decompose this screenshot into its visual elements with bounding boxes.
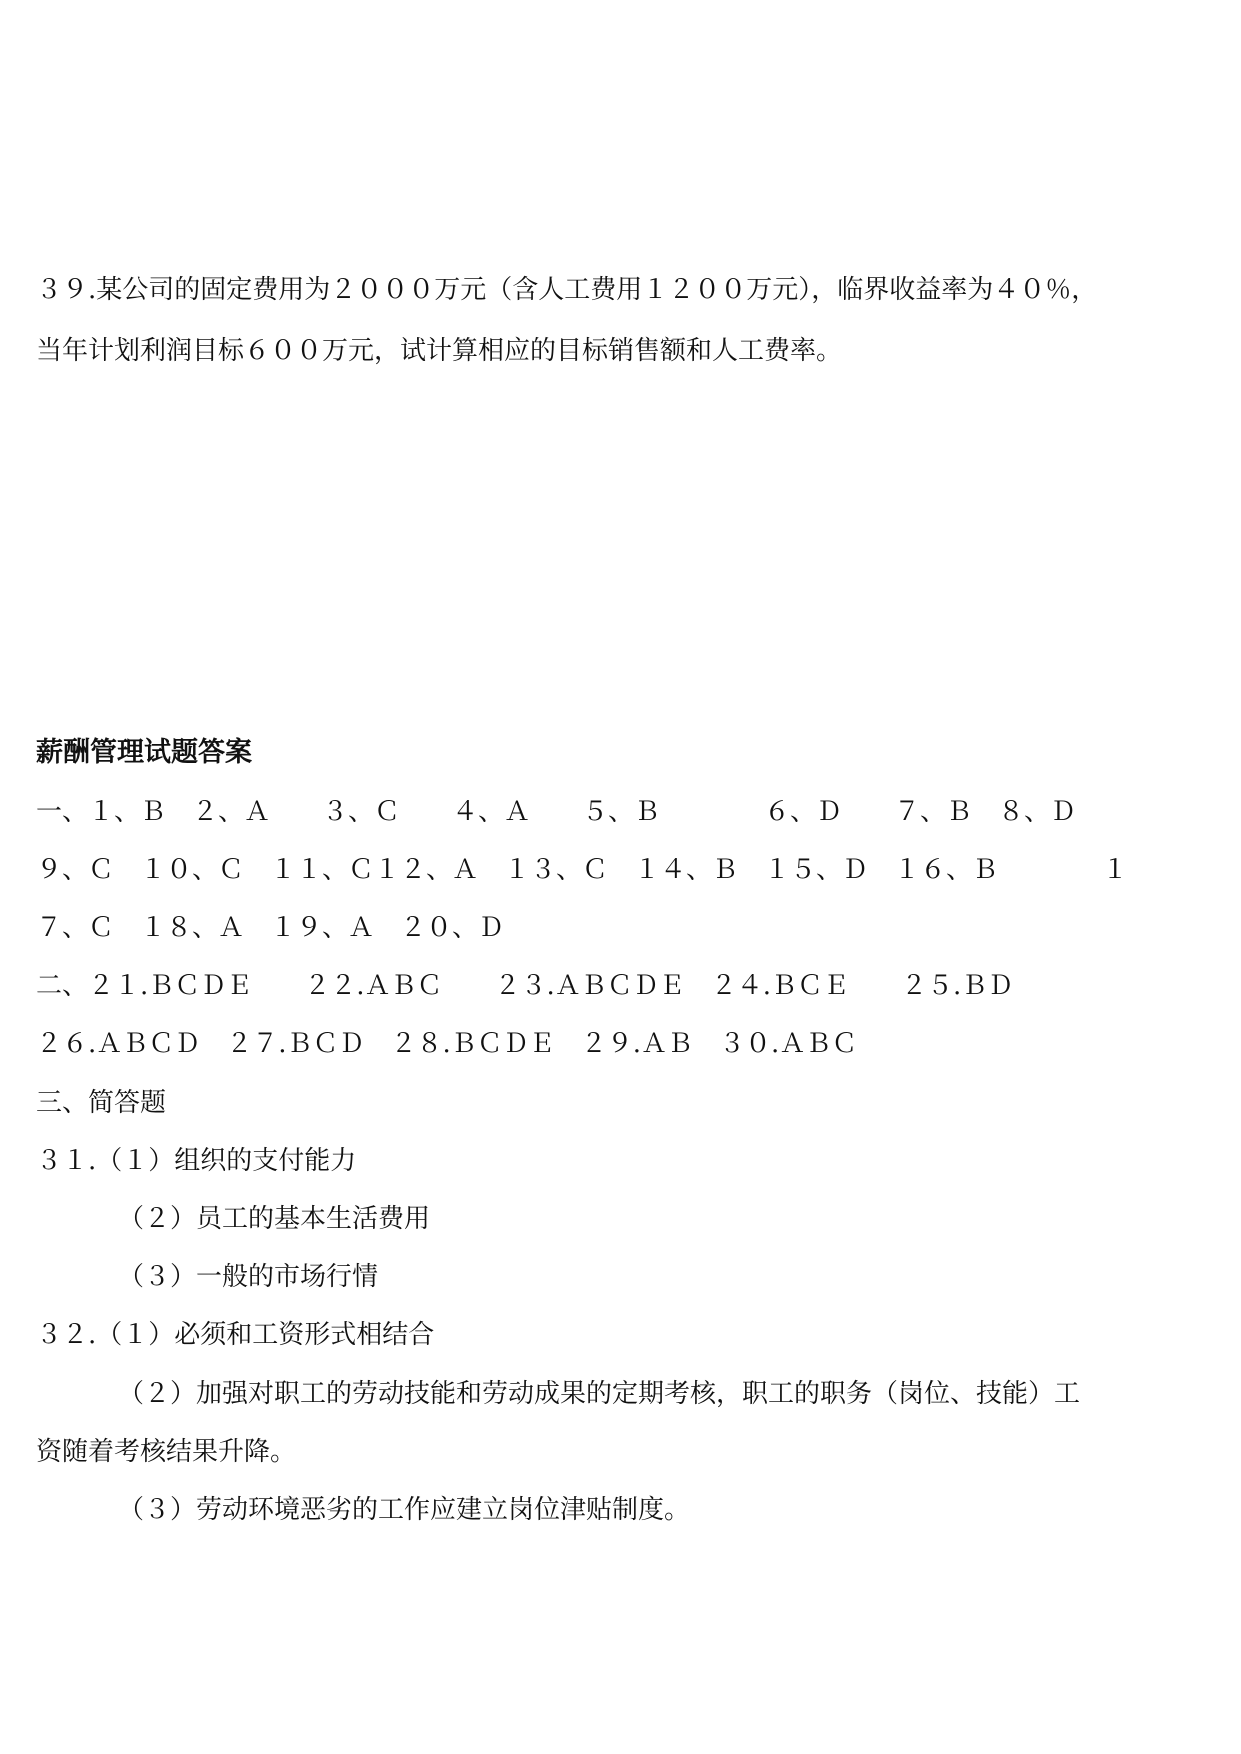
question-39-line-2: 当年计划利润目标６００万元，试计算相应的目标销售额和人工费率。	[36, 336, 843, 366]
part2-answers-line-2: ２６.ＡＢＣＤ ２７.ＢＣＤ ２８.ＢＣＤＥ ２９.ＡＢ ３０.ＡＢＣ	[36, 1029, 858, 1059]
part3-heading: 三、简答题	[36, 1088, 167, 1118]
part2-answers-line-1: 二、２１.ＢＣＤＥ ２２.ＡＢＣ ２３.ＡＢＣＤＥ ２４.ＢＣＥ ２５.ＢＤ	[36, 971, 1014, 1001]
q31-answer-3: （３）一般的市场行情	[118, 1262, 379, 1292]
q31-answer-2: （２）员工的基本生活费用	[118, 1204, 431, 1234]
q32-answer-2-line-1: （２）加强对职工的劳动技能和劳动成果的定期考核，职工的职务（岗位、技能）工	[118, 1379, 1081, 1409]
q32-answer-1: ３２.（１）必须和工资形式相结合	[36, 1320, 435, 1350]
q32-answer-2-line-2: 资随着考核结果升降。	[36, 1437, 297, 1467]
answers-title: 薪酬管理试题答案	[36, 737, 252, 768]
question-39-line-1: ３９.某公司的固定费用为２０００万元（含人工费用１２００万元），临界收益率为４０％，	[36, 275, 1098, 305]
part1-answers-line-2: ９、Ｃ １０、Ｃ １１、Ｃ１２、Ａ １３、Ｃ １４、Ｂ １５、Ｄ １６、Ｂ １	[36, 855, 1129, 885]
q32-answer-3: （３）劳动环境恶劣的工作应建立岗位津贴制度。	[118, 1495, 691, 1525]
part1-answers-line-3: ７、Ｃ １８、Ａ １９、Ａ ２０、Ｄ	[36, 913, 505, 943]
q31-answer-1: ３１.（１）组织的支付能力	[36, 1146, 357, 1176]
part1-answers-line-1: 一、１、Ｂ ２、Ａ ３、Ｃ ４、Ａ ５、Ｂ ６、Ｄ ７、Ｂ ８、Ｄ	[36, 797, 1077, 827]
